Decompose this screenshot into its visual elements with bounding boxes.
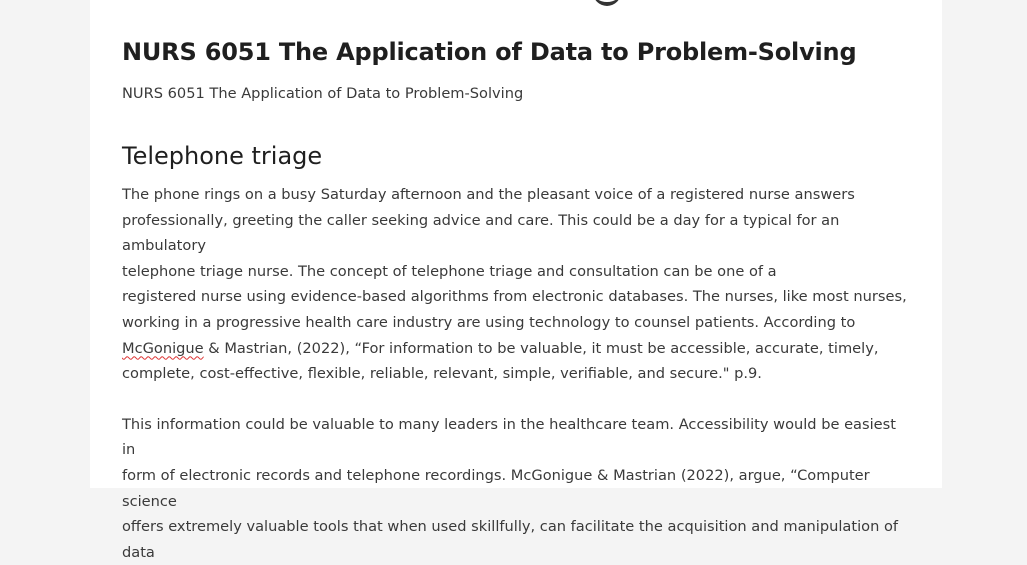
header-logo-fragment bbox=[593, 0, 621, 6]
paragraph-line: This information could be valuable to many leaders in the healthcare team. Accessibility would be easiest in bbox=[122, 415, 896, 459]
paragraph-line: offers extremely valuable tools that when used skillfully, can facilitate the acquisition and manipulation of data bbox=[122, 518, 899, 561]
page-title: NURS 6051 The Application of Data to Problem-Solving bbox=[122, 38, 857, 66]
page-subtitle: NURS 6051 The Application of Data to Problem-Solving bbox=[122, 85, 524, 102]
paragraph-line: form of electronic records and telephone recordings. McGonigue & Mastrian (2022), argue, “Computer science bbox=[122, 466, 870, 510]
paragraph-1 bbox=[122, 182, 912, 387]
paragraph-line: & Mastrian, (2022), “For information to be valuable, it must be accessible, accurate, timely, bbox=[203, 339, 879, 357]
paragraph-2 bbox=[122, 412, 912, 565]
paragraph-line: complete, cost-effective, flexible, reliable, relevant, simple, verifiable, and secure." p.9. bbox=[122, 365, 762, 383]
paragraph-line: professionally, greeting the caller seeking advice and care. This could be a day for a typical for an ambulatory bbox=[122, 211, 840, 255]
paragraph-line: The phone rings on a busy Saturday afternoon and the pleasant voice of a registered nurse answers bbox=[122, 186, 855, 203]
paragraph-line: registered nurse using evidence-based algorithms from electronic databases. The nurses, like most nurses, bbox=[122, 288, 907, 306]
article-content bbox=[122, 36, 912, 565]
paragraph-line: telephone triage nurse. The concept of telephone triage and consultation can be one of a bbox=[122, 262, 777, 280]
article-page bbox=[90, 0, 942, 561]
section-heading: Telephone triage bbox=[122, 142, 323, 170]
misspelled-word[interactable]: McGonigue bbox=[122, 339, 204, 357]
paragraph-line: working in a progressive health care industry are using technology to counsel patients. According to bbox=[122, 313, 856, 331]
